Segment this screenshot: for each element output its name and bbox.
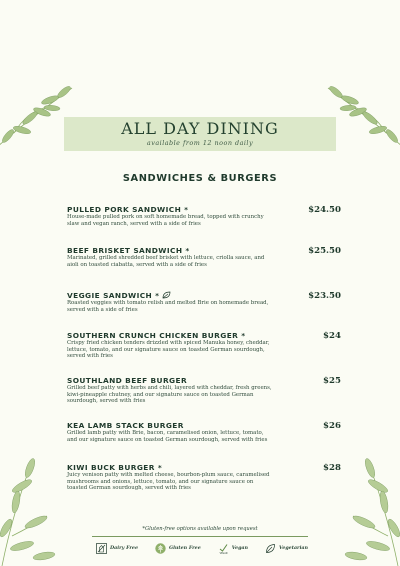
menu-item: [67, 246, 347, 268]
page-title: ALL DAY DINING: [121, 119, 279, 138]
menu-item-description: Crispy fried chicken tenders drizzled with spiced Manuka honey, cheddar, lettuce, tomato, and our signature sauce on toasted German sourdough, served with fries: [67, 340, 270, 360]
divider: [92, 536, 308, 537]
menu-item-description: Juicy venison patty with melted cheese, bourbon-plum sauce, caramelised mushrooms and onions, lettuce, tomato, and our signature sauce on toasted German sourdough, served with fries: [67, 472, 270, 492]
legend-vegetarian: [265, 543, 308, 554]
legend-label: Dairy Free: [110, 545, 139, 551]
legend-label: Vegetarian: [278, 545, 308, 551]
leafy-branch-icon: [0, 456, 62, 566]
vegan-icon-text: VEGAN: [219, 551, 228, 554]
leafy-branch-icon: [338, 456, 400, 566]
menu-item: [67, 291, 347, 313]
menu-item: [67, 421, 347, 443]
menu-item-name: KEA LAMB STACK BURGER: [67, 421, 184, 430]
menu-item-price: $25: [323, 376, 341, 386]
menu-item-price: $24.50: [308, 205, 341, 215]
dietary-legend: [96, 541, 308, 555]
section-title: SANDWICHES & BURGERS: [122, 173, 278, 184]
menu-item-name-row: [67, 291, 347, 300]
menu-item-description: Grilled beef patty with herbs and chili, layered with cheddar, fresh greens, kiwi-pineapple chutney, and our signature sauce on toasted German sourdough, served with fries: [67, 385, 272, 405]
wheat-leaf-icon: [155, 543, 166, 554]
legend-label: Vegan: [231, 545, 249, 551]
menu-item-price: $24: [323, 331, 341, 341]
menu-item-name: PULLED PORK SANDWICH *: [67, 205, 189, 214]
legend-label: Gluten Free: [168, 545, 201, 551]
menu-item-price: $25.50: [308, 246, 341, 256]
vegan-leaf-icon: [218, 543, 229, 554]
menu-item-price: $23.50: [308, 291, 341, 301]
menu-item: [67, 463, 347, 492]
menu-item: [67, 331, 347, 360]
legend-vegan: [218, 543, 248, 554]
leaf-icon: [265, 543, 276, 554]
gluten-free-footnote: *Gluten-free options available upon request: [142, 526, 258, 532]
menu-item-name: VEGGIE SANDWICH *: [67, 291, 160, 300]
menu-item-name: KIWI BUCK BURGER *: [67, 463, 163, 472]
menu-item-description: Marinated, grilled shredded beef brisket with lettuce, criolla sauce, and aioli on toasted ciabatta, served with a side of fries: [67, 255, 265, 268]
page-subtitle: available from 12 noon daily: [146, 139, 254, 147]
menu-item-name: SOUTHERN CRUNCH CHICKEN BURGER *: [67, 331, 246, 340]
menu-item-description: Roasted veggies with tomato relish and melted Brie on homemade bread, served with a side of fries: [67, 300, 269, 313]
menu-item-name: BEEF BRISKET SANDWICH *: [67, 246, 190, 255]
menu-item: [67, 205, 347, 227]
menu-item-price: $28: [323, 463, 341, 473]
menu-item: [67, 376, 347, 405]
menu-item-description: House-made pulled pork on soft homemade bread, topped with crunchy slaw and vegan ranch, served with a side of fries: [67, 214, 264, 227]
menu-item-price: $26: [323, 421, 341, 431]
milk-carton-icon: [96, 543, 107, 554]
menu-item-name: SOUTHLAND BEEF BURGER: [67, 376, 188, 385]
legend-dairy-free: [96, 543, 138, 554]
vegetarian-leaf-icon: [162, 291, 171, 299]
menu-item-description: Grilled lamb patty with Brie, bacon, caramelised onion, lettuce, tomato, and our signature sauce on toasted German sourdough, served with fries: [67, 430, 268, 443]
legend-gluten-free: [155, 543, 201, 554]
